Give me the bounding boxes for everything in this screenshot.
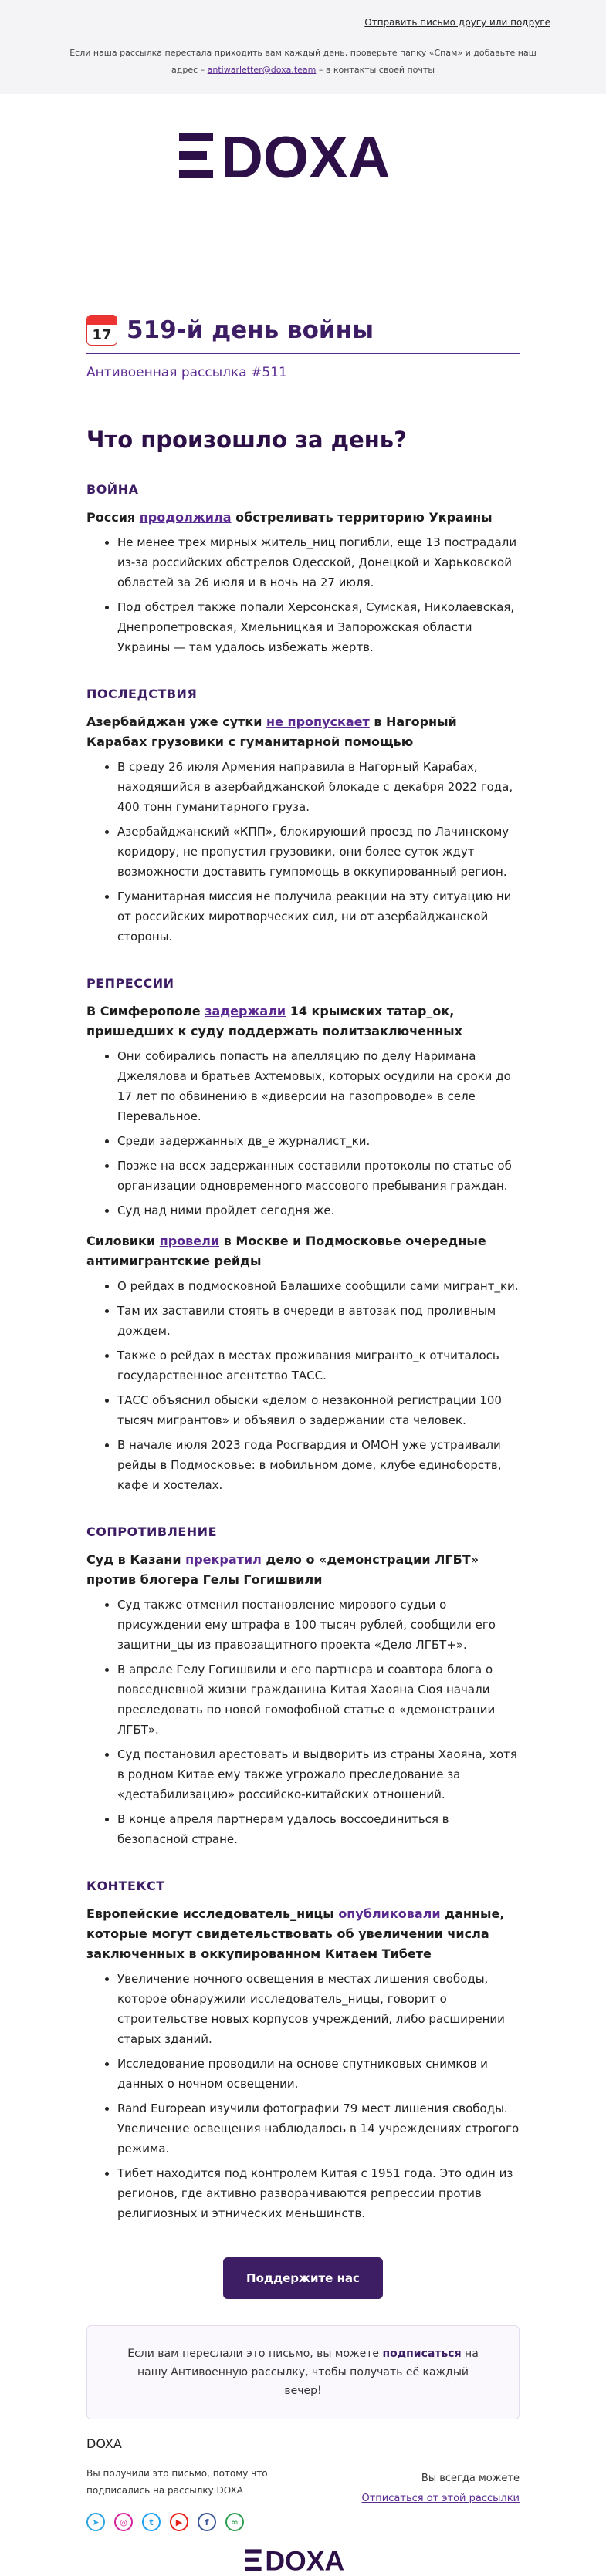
page-title: 17 519-й день войны	[86, 315, 520, 346]
doxa-logo[interactable]	[179, 130, 426, 181]
news-section	[86, 1524, 520, 1849]
story-source-link[interactable]: прекратил	[185, 1552, 262, 1567]
list-item: • Позже на всех задержанных составили протоколы по статье об организации одновременного массового пребывания граждан.	[117, 1156, 520, 1196]
news-section	[86, 482, 520, 657]
list-item: • Суд над ними пройдет сегодня же.	[117, 1200, 520, 1220]
news-story	[86, 1550, 520, 1849]
title-divider	[86, 353, 520, 354]
top-bar	[0, 0, 606, 94]
list-item: • В апреле Гелу Гогишвили и его партнера и соавтора блога о повседневной жизни гражданина Китая Хаояна Сюя начали преследовать по новой гомофобной статье о «демонстрации ЛГБТ».	[117, 1659, 520, 1740]
instagram-icon[interactable]: ◎	[114, 2513, 133, 2531]
footer-right	[362, 2436, 520, 2531]
news-section	[86, 976, 520, 1495]
footer-right-note: Вы всегда можете	[421, 2473, 520, 2484]
news-section	[86, 687, 520, 947]
story-source-link[interactable]: продолжила	[139, 510, 232, 525]
story-source-link[interactable]: не пропускает	[266, 714, 370, 729]
list-item: • Гуманитарная миссия не получила реакции на эту ситуацию ни от российских миротворческих сил, ни от азербайджанской стороны.	[117, 886, 520, 947]
story-bullets	[86, 532, 520, 657]
section-label: ПОСЛЕДСТВИЯ	[86, 687, 198, 701]
story-headline: Россия продолжила обстреливать территорию Украины	[86, 510, 493, 525]
section-label: РЕПРЕССИИ	[86, 976, 174, 991]
news-story	[86, 1231, 520, 1495]
email-link[interactable]: antiwarletter@doxa.team	[207, 65, 317, 75]
news-story	[86, 1001, 520, 1220]
footer-brand: DOXA	[86, 2436, 122, 2451]
section-heading: Что произошло за день?	[86, 427, 407, 453]
list-item: • Не менее трех мирных житель_ниц погибли, еще 13 пострадали из-за российских обстрелов Одесской, Донецкой и Харьковской областей за 26 июля и в ночь на 27 июля.	[117, 532, 520, 593]
list-item: • В начале июля 2023 года Росгвардия и ОМОН уже устраивали рейды в Подмосковье: в мобильном доме, клубе единоборств, кафе и хостелах.	[117, 1435, 520, 1495]
list-item: • Азербайджанский «КПП», блокирующий проезд по Лачинскому коридору, не пропустил грузовики, они более суток ждут возможности доставить гумпомощь в оккупированный регион.	[117, 822, 520, 882]
list-item: • Под обстрел также попали Херсонская, Сумская, Николаевская, Днепропетровская, Хмельницкая и Запорожская области Украины — там удалось избежать жертв.	[117, 597, 520, 657]
newsletter-subtitle: Антивоенная рассылка #511	[86, 365, 287, 380]
list-item: • В среду 26 июля Армения направила в Нагорный Карабах, находящийся в азербайджанской блокаде с декабря 2022 года, 400 тонн гуманитарного груза.	[117, 757, 520, 817]
list-item: • ТАСС объяснил обыски «делом о незаконной регистрации 100 тысяч мигрантов» и объявил о задержании ста человек.	[117, 1390, 520, 1430]
story-bullets	[86, 1046, 520, 1220]
footer-logo-text: DOXA	[264, 2547, 344, 2573]
news-sections	[86, 482, 520, 2223]
support-button[interactable]: Поддержите нас	[223, 2257, 383, 2299]
cta-area	[86, 2257, 520, 2299]
news-story	[86, 712, 520, 947]
list-item: • Суд постановил арестовать и выдворить из страны Хаояна, хотя в родном Китае ему также угрожало преследование за «дестабилизацию» российско-китайских отношений.	[117, 1744, 520, 1805]
twitter-icon[interactable]: t	[142, 2513, 161, 2531]
content	[0, 315, 606, 2576]
story-source-link[interactable]: задержали	[205, 1004, 286, 1018]
list-item: • Среди задержанных дв_е журналист_ки.	[117, 1131, 520, 1151]
social-links	[86, 2513, 287, 2531]
list-item: • В конце апреля партнерам удалось воссоединиться в безопасной стране.	[117, 1809, 520, 1849]
link-icon[interactable]: ∞	[225, 2513, 244, 2531]
calendar-icon: 17	[86, 315, 117, 346]
forward-to-friend-link[interactable]: Отправить письмо другу или подруге	[364, 17, 550, 28]
list-item: • Там их заставили стоять в очереди в автозак под проливным дождем.	[117, 1301, 520, 1341]
story-headline: Силовики провели в Москве и Подмосковье очередные антимигрантские рейды	[86, 1234, 486, 1268]
logo-area	[0, 94, 606, 218]
list-item: • Исследование проводили на основе спутниковых снимков и данных о ночном освещении.	[117, 2054, 520, 2094]
section-label: СОПРОТИВЛЕНИЕ	[86, 1524, 217, 1539]
story-bullets	[86, 757, 520, 947]
story-source-link[interactable]: опубликовали	[338, 1906, 441, 1921]
subscribe-link[interactable]: подписаться	[382, 2348, 462, 2360]
story-headline: Европейские исследователь_ницы опубликовали данные, которые могут свидетельствовать об увеличении числа заключенных в оккупированном Китаем Тибете	[86, 1906, 505, 1961]
footer-doxa-logo[interactable]	[245, 2547, 361, 2573]
news-section	[86, 1879, 520, 2223]
story-headline: В Симферополе задержали 14 крымских татар_ок, пришедших к суду поддержать политзаключенных	[86, 1004, 462, 1038]
list-item: • О рейдах в подмосковной Балашихе сообщили сами мигрант_ки.	[117, 1276, 520, 1296]
story-bullets	[86, 1969, 520, 2223]
section-label: КОНТЕКСТ	[86, 1879, 165, 1893]
spam-note: Если наша рассылка перестала приходить вам каждый день, проверьте папку «Спам» и добавьте наш адрес – antiwarletter@doxa.team – в контакты своей почты	[69, 48, 537, 75]
telegram-icon[interactable]: ➤	[86, 2513, 105, 2531]
list-item: • Тибет находится под контролем Китая с 1951 года. Это один из регионов, где активно разворачиваются репрессии против религиозных и этнических меньшинств.	[117, 2163, 520, 2223]
story-source-link[interactable]: провели	[159, 1234, 220, 1248]
forward-box: Если вам переслали это письмо, вы можете подписаться на нашу Антивоенную рассылку, чтобы получать её каждый вечер!	[86, 2325, 520, 2419]
footer-logo-area	[86, 2547, 520, 2576]
list-item: • Также о рейдах в местах проживания мигранто_к отчиталось государственное агентство ТАСС.	[117, 1345, 520, 1386]
list-item: • Суд также отменил постановление мирового судьи о присуждении ему штрафа в 100 тысяч рублей, сообщили его защитни_цы из правозащитного проекта «Дело ЛГБТ+».	[117, 1595, 520, 1655]
list-item: • Rand European изучили фотографии 79 мест лишения свободы. Увеличение освещения наблюдалось в 14 учреждениях строгого режима.	[117, 2098, 520, 2159]
news-story	[86, 508, 520, 657]
footer-left	[86, 2436, 287, 2531]
story-bullets	[86, 1595, 520, 1849]
section-label: ВОЙНА	[86, 482, 139, 497]
story-headline: Суд в Казани прекратил дело о «демонстрации ЛГБТ» против блогера Гелы Гогишвили	[86, 1552, 479, 1587]
news-story	[86, 1904, 520, 2223]
list-item: • Они собирались попасть на апелляцию по делу Наримана Джелялова и братьев Ахтемовых, которых осудили на сроки до 17 лет по обвинению в «диверсии на газопроводе» в селе Перевальное.	[117, 1046, 520, 1126]
story-headline: Азербайджан уже сутки не пропускает в Нагорный Карабах грузовики с гуманитарной помощью	[86, 714, 457, 749]
youtube-icon[interactable]: ▶	[170, 2513, 188, 2531]
story-bullets	[86, 1276, 520, 1495]
facebook-icon[interactable]: f	[198, 2513, 216, 2531]
logo-text: DOXA	[221, 130, 391, 181]
footer-note: Вы получили это письмо, потому что подписались на рассылку DOXA	[86, 2468, 268, 2496]
footer	[86, 2436, 520, 2531]
list-item: • Увеличение ночного освещения в местах лишения свободы, которое обнаружили исследователь_ницы, говорит о строительстве новых корпусов учреждений, либо расширении старых зданий.	[117, 1969, 520, 2049]
unsubscribe-link[interactable]: Отписаться от этой рассылки	[361, 2493, 520, 2504]
